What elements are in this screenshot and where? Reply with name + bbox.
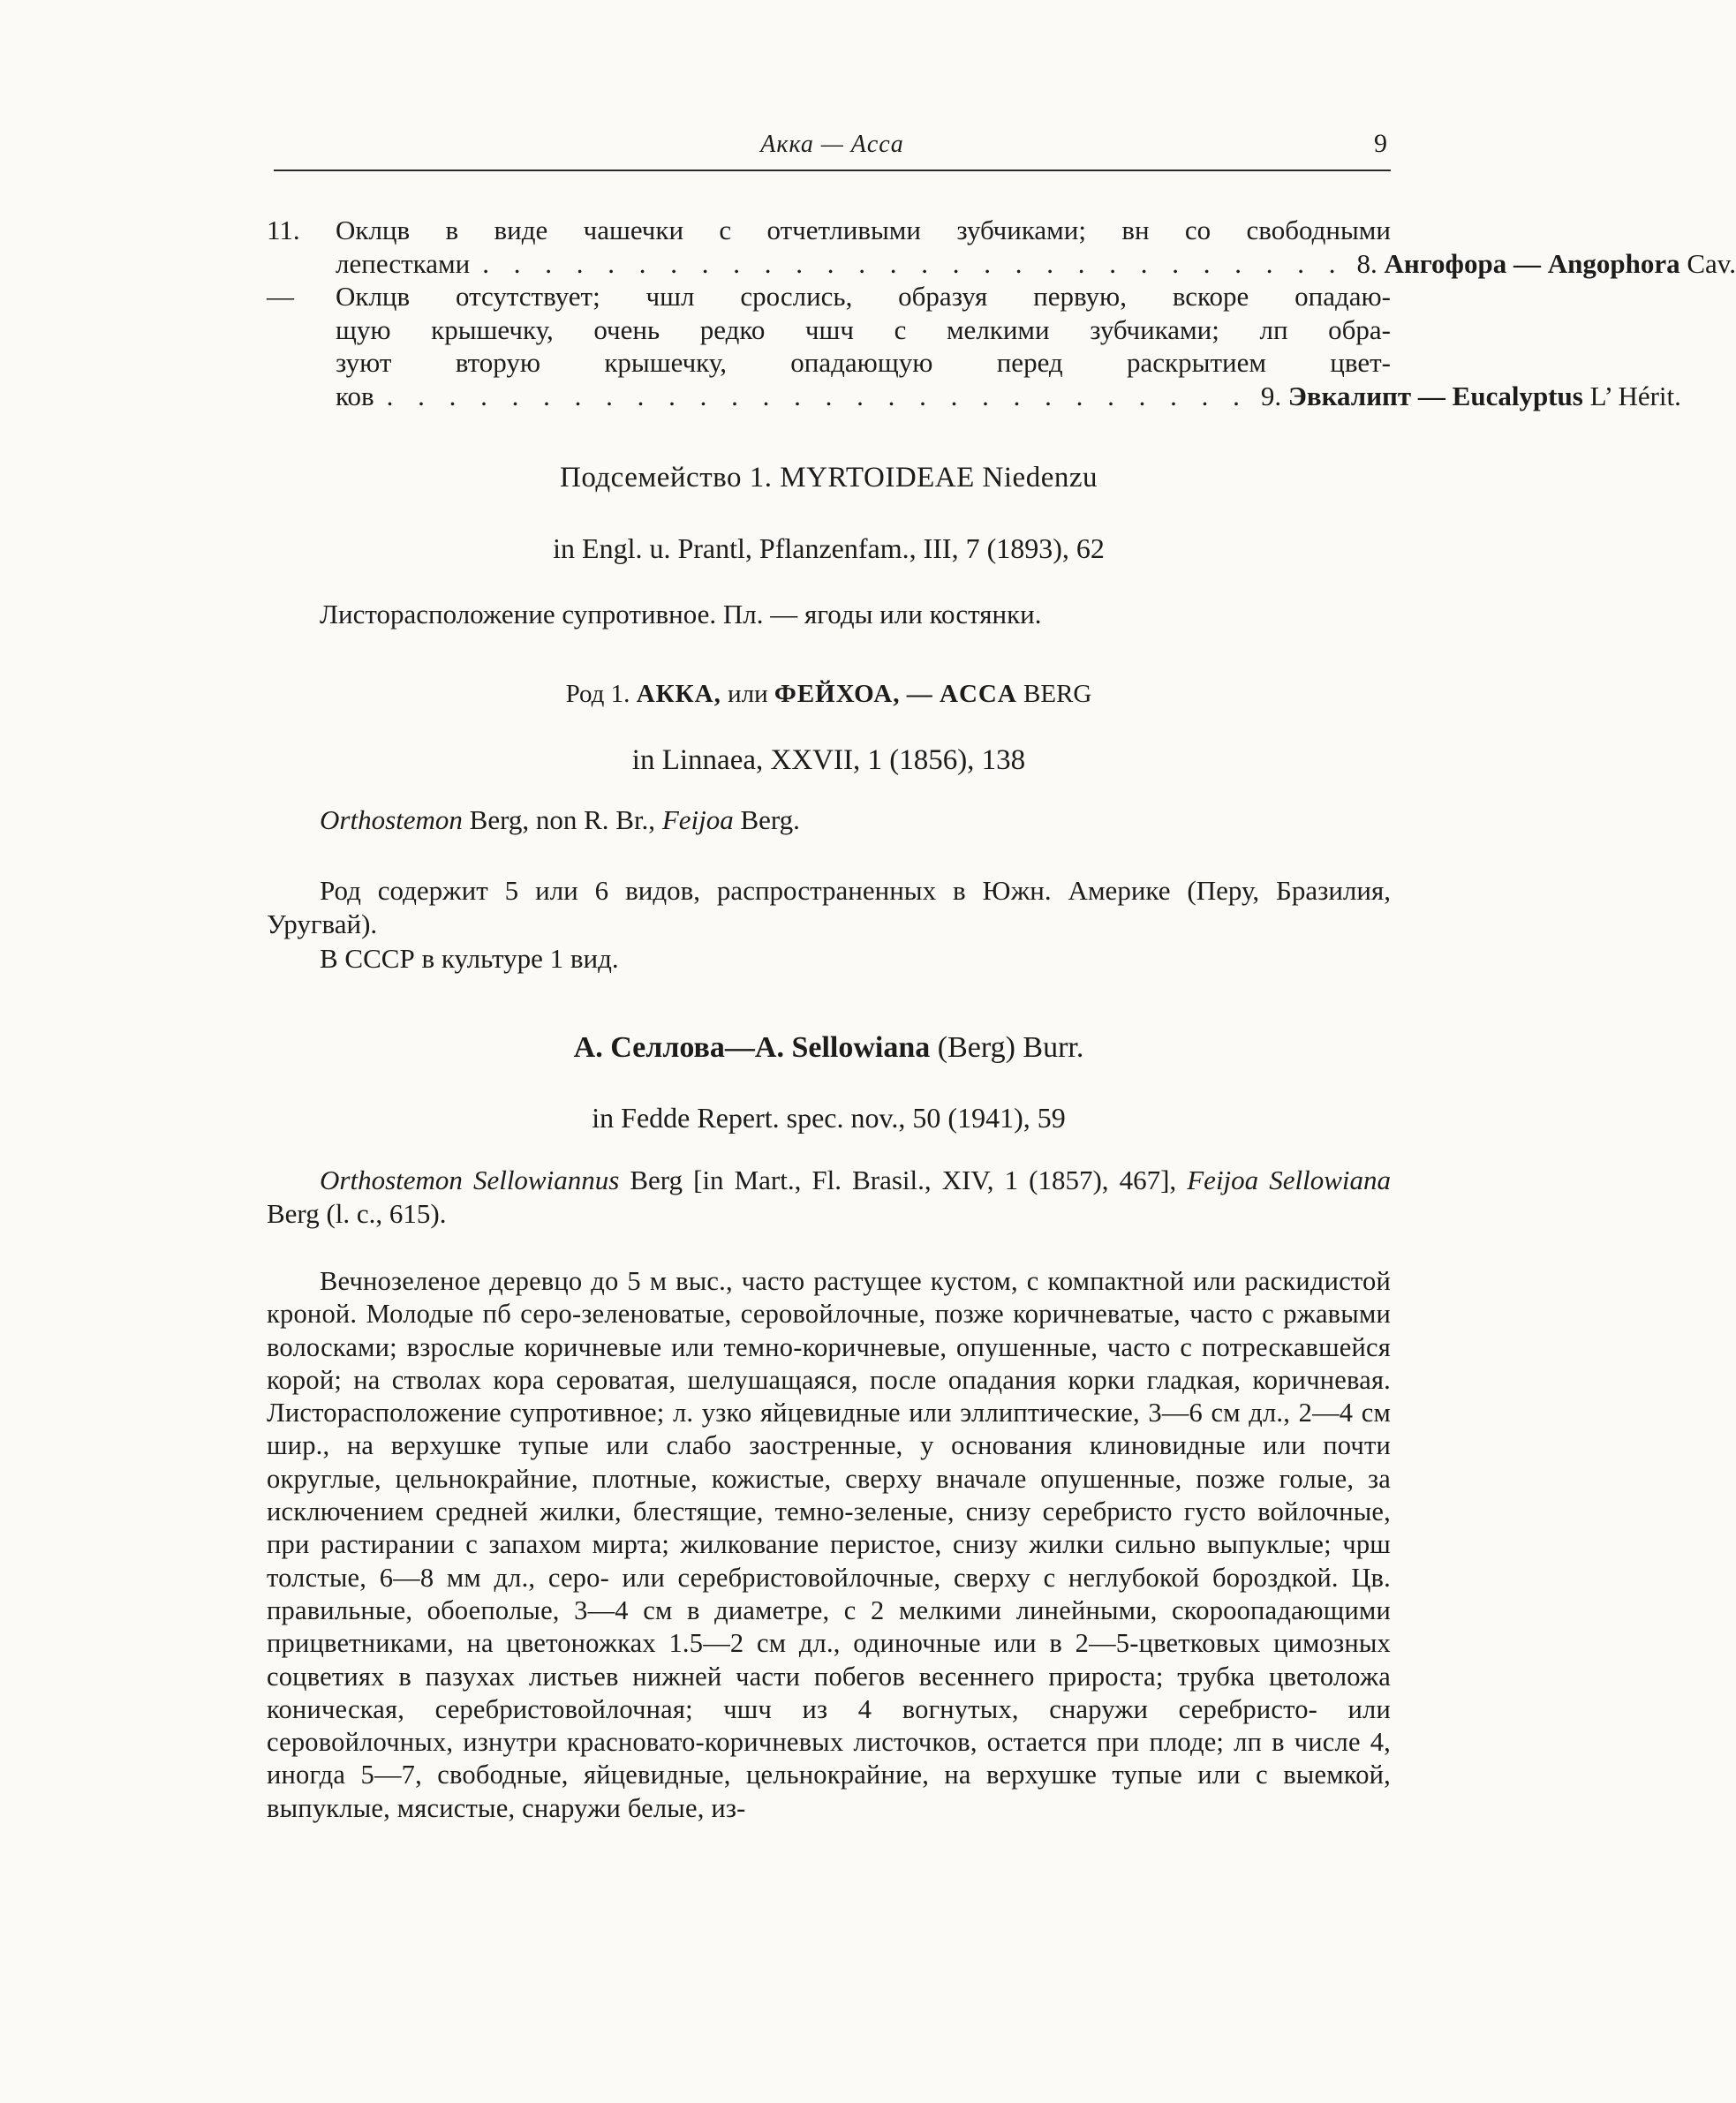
genus-prefix: Род 1.	[565, 680, 630, 708]
key-entry	[267, 214, 1736, 280]
genus-author: BERG	[1023, 680, 1092, 708]
genus-dash: —	[906, 680, 933, 708]
synonym-name: Feijoa Sellowiana	[1187, 1165, 1392, 1195]
key-result: 9. Эвкалипт — Eucalyptus L’ Hérit.	[1260, 380, 1681, 411]
key-entry-text: Оклцв в виде чашечки с отчетливыми зубчиками; вн со свободными	[336, 215, 1391, 245]
key-result-name-ru: Эвкалипт	[1287, 380, 1412, 411]
species-synonyms	[267, 1164, 1391, 1230]
running-head: Акка — Acca	[760, 131, 904, 158]
genus-or: или	[728, 680, 768, 708]
species-citation: in Fedde Repert. spec. nov., 50 (1941), 59	[592, 1102, 1066, 1134]
species-author: (Berg) Burr.	[937, 1031, 1084, 1064]
key-line-start: лепестками	[336, 247, 471, 279]
species-description: Вечнозеленое деревцо до 5 м выс., часто растущее кустом, с компактной или раскидистой кроной. Молодые пб серо-зеленоватые, серовойлочные, позже коричневатые, часто с ржавыми волосками; взрослые коричневые или темно-коричневые, опушенные, часто с потрескавшейся корой; на стволах кора сероватая, шелушащаяся, после опадания корки гладкая, коричневая. Листорасположение супротивное; л. узко яйцевидные или эллиптические, 3—6 см дл., 2—4 см шир., на верхушке тупые или слабо заостренные, у основания клиновидные или почти округлые, цельнокрайние, плотные, кожистые, сверху вначале опушенные, позже голые, за исключением средней жилки, блестящие, темно-зеленые, снизу серебристо густо войлочные, при растирании с запахом мирта; жилкование перистое, снизу жилки сильно выпуклые; чрш толстые, 6—8 мм дл., серо- или серебристовойлочные, сверху с неглубокой бороздкой. Цв. правильные, обоеполые, 3—4 см в диаметре, с 2 мелкими линейными, скороопадающими прицветниками, на цветоножках 1.5—2 см дл., одиночные или в 2—5-цветковых цимозных соцветиях в пазухах листьев нижней части побегов весеннего прироста; трубка цветоложа коническая, серебристовойлочная; чшч из 4 вогнутых, снаружи серебристо- или серовойлочных, изнутри красновато-коричневых листочков, остается при плоде; лп в числе 4, иногда 5—7, свободные, яйцевидные, цельнокрайние, на верхушке тупые или с выемкой, выпуклые, мясистые, снаружи белые, из-	[267, 1266, 1391, 1823]
species-heading	[267, 1031, 1391, 1065]
synonym-author: Berg.	[740, 804, 800, 835]
subfamily-title: Подсемейство 1. MYRTOIDEAE Niedenzu	[560, 462, 1098, 494]
key-entry-number: 11.	[267, 215, 300, 245]
species-name-latin: A. Sellowiana	[754, 1031, 931, 1064]
key-entry-line: щую крышечку, очень редко чшч с мелкими зубчиками; лп обра-	[336, 313, 1391, 345]
genus-alt-name-ru: ФЕЙХОА,	[774, 680, 901, 708]
species-name-ru: А. Селлова	[573, 1031, 725, 1064]
key-result-name-ru: Ангофора	[1384, 247, 1507, 279]
key-entry-line: зуют вторую крышечку, опадающую перед раскрытием цвет-	[336, 347, 1391, 378]
leader-dots: . . . . . . . . . . . . . . . . . . . . . . . . . . . .	[482, 247, 1345, 279]
synonym-reference: Berg [in Mart., Fl. Brasil., XIV, 1 (1857), 467],	[630, 1165, 1177, 1195]
key-entry	[267, 280, 1681, 412]
species-dash: —	[724, 1031, 755, 1064]
synonym-name: Orthostemon Sellowiannus	[320, 1165, 620, 1195]
key-result: 8. Ангофора — Angophora Cav.	[1356, 247, 1736, 279]
synonym-name: Orthostemon	[320, 804, 463, 835]
genus-description: Род содержит 5 или 6 видов, распространенных в Южн. Америке (Перу, Бразилия, Уругвай).	[267, 875, 1391, 939]
key-entry-line: Оклцв отсутствует; чшл срослись, образуя первую, вскоре опадаю-	[336, 281, 1391, 312]
genus-ussr-note: В СССР в культуре 1 вид.	[320, 943, 619, 974]
key-result-name-latin: Angophora	[1547, 247, 1680, 279]
key-entry-result-line	[336, 380, 1681, 413]
subfamily-description: Листорасположение супротивное. Пл. — ягоды или костянки.	[320, 599, 1042, 629]
genus-name-ru: АККА,	[636, 680, 721, 708]
genus-synonyms	[267, 803, 1391, 837]
key-result-author: L’ Hérit.	[1589, 380, 1681, 411]
key-result-author: Cav.	[1687, 247, 1736, 279]
key-result-number: 9.	[1260, 380, 1282, 411]
genus-citation: in Linnaea, XXVII, 1 (1856), 138	[631, 744, 1026, 776]
page-number: 9	[1374, 129, 1387, 158]
page-header	[274, 125, 1391, 171]
key-entry-number: —	[267, 281, 294, 312]
synonym-name: Feijoa	[661, 804, 734, 835]
genus-heading	[267, 680, 1391, 709]
subfamily-citation: in Engl. u. Prantl, Pflanzenfam., III, 7 (1893), 62	[553, 532, 1105, 564]
key-result-number: 8.	[1356, 247, 1377, 279]
identification-key	[267, 214, 1736, 412]
genus-name-latin: ACCA	[940, 680, 1017, 708]
synonym-reference: Berg (l. c., 615).	[267, 1197, 447, 1229]
synonym-author: Berg, non R. Br.,	[469, 804, 656, 835]
key-result-name-latin: Eucalyptus	[1452, 380, 1583, 411]
key-entry-result-line	[336, 247, 1736, 281]
key-line-start: ков	[336, 380, 374, 411]
leader-dots: . . . . . . . . . . . . . . . . . . . . . . . . . . . .	[386, 380, 1249, 411]
